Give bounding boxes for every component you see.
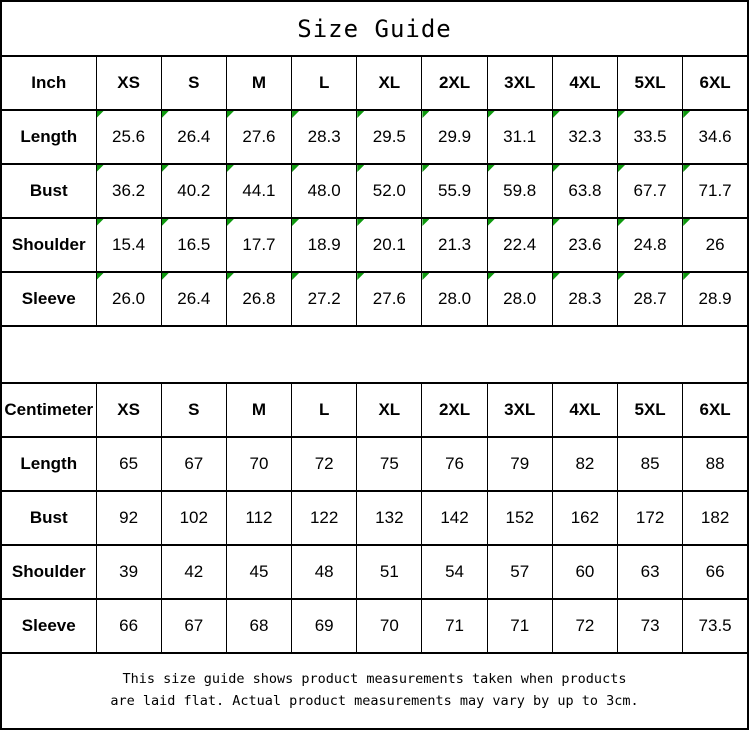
measurement-value-cell: 39: [96, 545, 161, 599]
size-header-row: [1, 383, 748, 437]
measurement-value-cell: 66: [683, 545, 748, 599]
row-label-cell: Bust: [1, 491, 96, 545]
footer-note-line2: are laid flat. Actual product measurements may vary by up to 3cm.: [110, 693, 639, 709]
measurement-value-cell: 48.0: [292, 164, 357, 218]
green-triangle-marker: [162, 111, 169, 118]
measurement-value-cell: 45: [226, 545, 291, 599]
size-column-header: 3XL: [487, 56, 552, 110]
measurement-value-cell: 70: [357, 599, 422, 653]
measurement-value-cell: 132: [357, 491, 422, 545]
size-column-header: 2XL: [422, 383, 487, 437]
row-label-cell: Shoulder: [1, 218, 96, 272]
measurement-value-cell: 33.5: [618, 110, 683, 164]
measurement-value-cell: 28.7: [618, 272, 683, 326]
green-triangle-marker: [553, 273, 560, 280]
measurement-value-cell: 22.4: [487, 218, 552, 272]
measurement-value-cell: 57: [487, 545, 552, 599]
green-triangle-marker: [97, 219, 104, 226]
size-column-header: 6XL: [683, 383, 748, 437]
measurement-value-cell: 67.7: [618, 164, 683, 218]
measurement-value-cell: 55.9: [422, 164, 487, 218]
measurement-value-cell: 26: [683, 218, 748, 272]
measurement-value-cell: 54: [422, 545, 487, 599]
measurement-row: [1, 272, 748, 326]
green-triangle-marker: [357, 165, 364, 172]
measurement-value-cell: 152: [487, 491, 552, 545]
green-triangle-marker: [553, 165, 560, 172]
green-triangle-marker: [162, 273, 169, 280]
green-triangle-marker: [422, 219, 429, 226]
measurement-value-cell: 29.9: [422, 110, 487, 164]
green-triangle-marker: [422, 273, 429, 280]
size-column-header: S: [161, 383, 226, 437]
size-column-header: M: [226, 56, 291, 110]
green-triangle-marker: [97, 111, 104, 118]
measurement-value-cell: 26.0: [96, 272, 161, 326]
size-column-header: 4XL: [552, 56, 617, 110]
size-column-header: XL: [357, 383, 422, 437]
footer-note: [0, 654, 749, 730]
size-column-header: XS: [96, 383, 161, 437]
measurement-value-cell: 71: [487, 599, 552, 653]
row-label-cell: Shoulder: [1, 545, 96, 599]
measurement-value-cell: 79: [487, 437, 552, 491]
green-triangle-marker: [292, 219, 299, 226]
size-column-header: XL: [357, 56, 422, 110]
measurement-value-cell: 142: [422, 491, 487, 545]
measurement-row: [1, 110, 748, 164]
measurement-value-cell: 28.3: [292, 110, 357, 164]
green-triangle-marker: [553, 111, 560, 118]
inch-size-table: [0, 55, 749, 327]
measurement-value-cell: 67: [161, 437, 226, 491]
measurement-value-cell: 88: [683, 437, 748, 491]
measurement-value-cell: 27.2: [292, 272, 357, 326]
measurement-value-cell: 26.4: [161, 272, 226, 326]
measurement-value-cell: 25.6: [96, 110, 161, 164]
measurement-value-cell: 16.5: [161, 218, 226, 272]
measurement-value-cell: 52.0: [357, 164, 422, 218]
green-triangle-marker: [618, 165, 625, 172]
measurement-value-cell: 20.1: [357, 218, 422, 272]
measurement-value-cell: 59.8: [487, 164, 552, 218]
measurement-value-cell: 82: [552, 437, 617, 491]
size-column-header: 3XL: [487, 383, 552, 437]
measurement-value-cell: 24.8: [618, 218, 683, 272]
measurement-value-cell: 73: [618, 599, 683, 653]
measurement-value-cell: 71.7: [683, 164, 748, 218]
measurement-value-cell: 60: [552, 545, 617, 599]
size-column-header: M: [226, 383, 291, 437]
green-triangle-marker: [97, 165, 104, 172]
measurement-value-cell: 182: [683, 491, 748, 545]
green-triangle-marker: [488, 273, 495, 280]
row-label-cell: Length: [1, 437, 96, 491]
green-triangle-marker: [227, 111, 234, 118]
green-triangle-marker: [292, 165, 299, 172]
measurement-value-cell: 34.6: [683, 110, 748, 164]
measurement-value-cell: 63.8: [552, 164, 617, 218]
measurement-row: [1, 437, 748, 491]
measurement-value-cell: 28.0: [422, 272, 487, 326]
green-triangle-marker: [162, 219, 169, 226]
measurement-value-cell: 27.6: [357, 272, 422, 326]
measurement-value-cell: 65: [96, 437, 161, 491]
green-triangle-marker: [357, 111, 364, 118]
size-column-header: 5XL: [618, 383, 683, 437]
measurement-value-cell: 48: [292, 545, 357, 599]
size-header-row: [1, 56, 748, 110]
green-triangle-marker: [357, 219, 364, 226]
measurement-value-cell: 51: [357, 545, 422, 599]
size-column-header: 5XL: [618, 56, 683, 110]
footer-note-line1: This size guide shows product measurements taken when products: [122, 671, 627, 688]
measurement-value-cell: 40.2: [161, 164, 226, 218]
measurement-value-cell: 122: [292, 491, 357, 545]
measurement-value-cell: 44.1: [226, 164, 291, 218]
green-triangle-marker: [422, 111, 429, 118]
measurement-value-cell: 162: [552, 491, 617, 545]
page-title: Size Guide: [297, 14, 452, 43]
green-triangle-marker: [553, 219, 560, 226]
size-column-header: L: [292, 383, 357, 437]
measurement-value-cell: 28.3: [552, 272, 617, 326]
green-triangle-marker: [227, 219, 234, 226]
measurement-value-cell: 71: [422, 599, 487, 653]
measurement-value-cell: 26.4: [161, 110, 226, 164]
measurement-value-cell: 112: [226, 491, 291, 545]
size-column-header: 6XL: [683, 56, 748, 110]
measurement-value-cell: 75: [357, 437, 422, 491]
measurement-value-cell: 28.0: [487, 272, 552, 326]
row-label-cell: Length: [1, 110, 96, 164]
size-column-header: XS: [96, 56, 161, 110]
measurement-value-cell: 102: [161, 491, 226, 545]
measurement-value-cell: 32.3: [552, 110, 617, 164]
green-triangle-marker: [357, 273, 364, 280]
green-triangle-marker: [292, 111, 299, 118]
measurement-value-cell: 73.5: [683, 599, 748, 653]
green-triangle-marker: [618, 273, 625, 280]
green-triangle-marker: [292, 273, 299, 280]
green-triangle-marker: [162, 165, 169, 172]
measurement-value-cell: 26.8: [226, 272, 291, 326]
unit-header-cell: Centimeter: [1, 383, 96, 437]
size-column-header: L: [292, 56, 357, 110]
measurement-value-cell: 31.1: [487, 110, 552, 164]
measurement-value-cell: 28.9: [683, 272, 748, 326]
measurement-value-cell: 29.5: [357, 110, 422, 164]
title-box: [0, 0, 749, 55]
measurement-row: [1, 545, 748, 599]
green-triangle-marker: [683, 273, 690, 280]
green-triangle-marker: [618, 111, 625, 118]
measurement-value-cell: 17.7: [226, 218, 291, 272]
measurement-value-cell: 85: [618, 437, 683, 491]
measurement-row: [1, 599, 748, 653]
measurement-value-cell: 66: [96, 599, 161, 653]
size-column-header: 2XL: [422, 56, 487, 110]
green-triangle-marker: [422, 165, 429, 172]
row-label-cell: Sleeve: [1, 272, 96, 326]
measurement-value-cell: 21.3: [422, 218, 487, 272]
green-triangle-marker: [618, 219, 625, 226]
size-column-header: 4XL: [552, 383, 617, 437]
measurement-value-cell: 172: [618, 491, 683, 545]
measurement-value-cell: 15.4: [96, 218, 161, 272]
size-column-header: S: [161, 56, 226, 110]
green-triangle-marker: [227, 273, 234, 280]
table-gap-spacer: [0, 327, 749, 382]
measurement-row: [1, 491, 748, 545]
row-label-cell: Bust: [1, 164, 96, 218]
green-triangle-marker: [683, 165, 690, 172]
measurement-value-cell: 76: [422, 437, 487, 491]
measurement-value-cell: 70: [226, 437, 291, 491]
measurement-value-cell: 72: [292, 437, 357, 491]
measurement-row: [1, 218, 748, 272]
green-triangle-marker: [488, 111, 495, 118]
measurement-value-cell: 42: [161, 545, 226, 599]
unit-header-cell: Inch: [1, 56, 96, 110]
green-triangle-marker: [227, 165, 234, 172]
row-label-cell: Sleeve: [1, 599, 96, 653]
measurement-value-cell: 72: [552, 599, 617, 653]
measurement-value-cell: 92: [96, 491, 161, 545]
measurement-value-cell: 63: [618, 545, 683, 599]
measurement-value-cell: 23.6: [552, 218, 617, 272]
green-triangle-marker: [488, 219, 495, 226]
green-triangle-marker: [97, 273, 104, 280]
measurement-value-cell: 67: [161, 599, 226, 653]
green-triangle-marker: [683, 111, 690, 118]
measurement-value-cell: 27.6: [226, 110, 291, 164]
measurement-value-cell: 36.2: [96, 164, 161, 218]
measurement-value-cell: 68: [226, 599, 291, 653]
measurement-row: [1, 164, 748, 218]
green-triangle-marker: [488, 165, 495, 172]
green-triangle-marker: [683, 219, 690, 226]
measurement-value-cell: 69: [292, 599, 357, 653]
cm-size-table: [0, 382, 749, 654]
measurement-value-cell: 18.9: [292, 218, 357, 272]
